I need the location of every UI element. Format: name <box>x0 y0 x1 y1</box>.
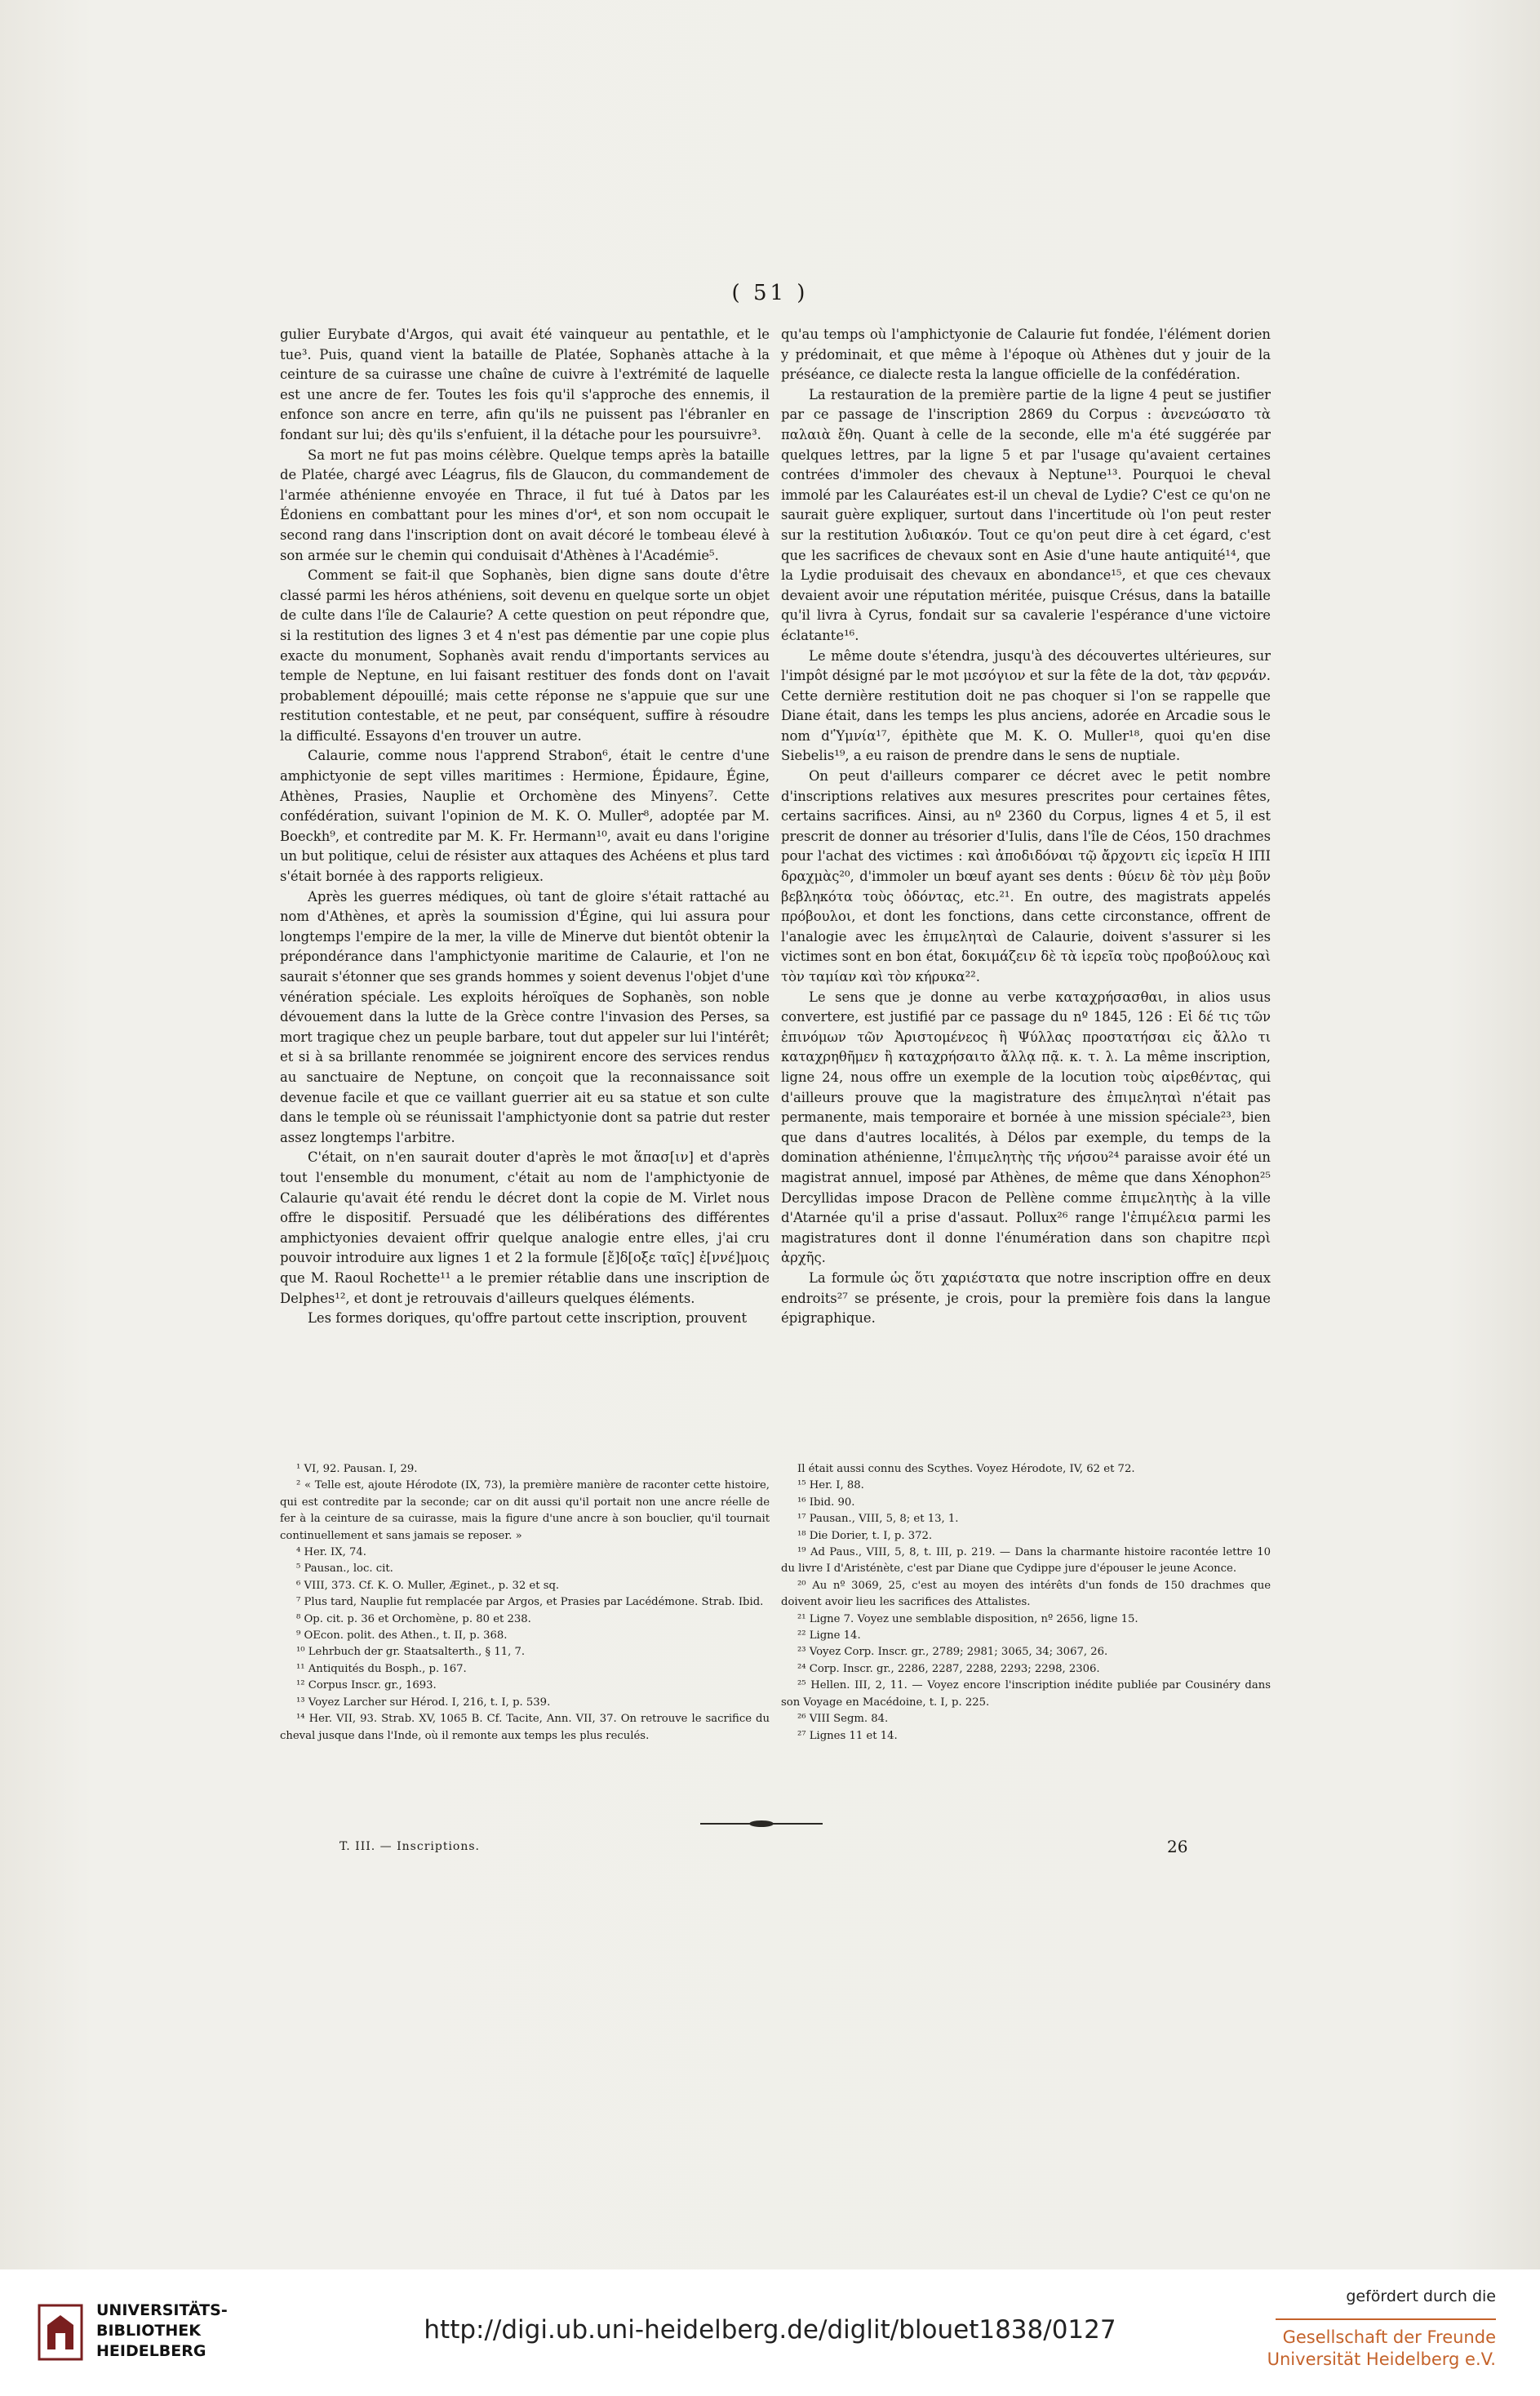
paragraph: Le sens que je donne au verbe καταχρήσασθαι, in alios usus convertere, est justifié par ce passage du nº 1845, 126 : Εἰ δέ τις τῶν ἐπινόμων τῶν Ἀριστομένεος ἢ Ψύλλας προστατήσαι εἰς ἄλλο τι καταχρηθῆμεν ἢ καταχρήσαιτο ἄλλᾳ πᾷ. κ. τ. λ. La même inscription, ligne 24, nous offre un exemple de la locution τοὺς αἱρεθέντας, qui d'ailleurs prouve que la magistrature des ἐπιμεληταὶ n'était pas permanente, mais temporaire et bornée à une mission spéciale²³, bien que dans d'autres localités, à Délos par exemple, du temps de la domination athénienne, l'ἐπιμελητὴς τῆς νήσου²⁴ paraisse avoir été un magistrat annuel, imposé par Athènes, de même que dans Xénophon²⁵ Dercyllidas impose Dracon de Pellène comme ἐπιμελητὴς à la ville d'Atarnée qu'il a prise d'assaut. Pollux²⁶ range l'ἐπιμέλεια parmi les magistratures dont il donne l'énumération dans son chapitre περὶ ἀρχῆς. <box>781 989 1271 1266</box>
footnote: ¹⁹ Ad Paus., VIII, 5, 8, t. III, p. 219. — Dans la charmante histoire racontée lettre 10 du livre I d'Aristénète, c'est par Diane que Cydippe jure d'épouser le jeune Aconce. <box>781 1546 1271 1576</box>
sponsor-divider <box>1276 2318 1496 2320</box>
paragraph: C'était, on n'en saurait douter d'après le mot ἅπασ[ιν] et d'après tout l'ensemble du monument, c'était au nom de l'amphictyonie de Calaurie qu'avait été rendu le décret dont la copie de M. Virlet nous offre le dispositif. Persuadé que les délibérations des différentes amphictyonies devaient offrir quelque analogie entre elles, j'ai cru pouvoir introduire aux lignes 1 et 2 la formule [ἔ]δ[οξε ταῖς] ἐ[ννέ]μοις que M. Raoul Rochette¹¹ a le premier rétablie dans une inscription de Delphes¹², et dont je retrouvais d'ailleurs quelques éléments. <box>280 1149 770 1306</box>
library-name-line: BIBLIOTHEK <box>96 2322 201 2340</box>
paragraph: gulier Eurybate d'Argos, qui avait été vainqueur au pentathle, et le tue³. Puis, quand vient la bataille de Platée, Sophanès attache à la ceinture de sa cuirasse une chaîne de cuivre à l'extrémité de laquelle est une ancre de fer. Toutes les fois qu'il s'approche des ennemis, il enfonce son ancre en terre, afin qu'ils ne puissent pas l'ébranler en fondant sur lui; dès qu'ils s'enfuient, il la détache pour les poursuivre³. <box>280 327 770 442</box>
footnote: ¹¹ Antiquités du Bosph., p. 167. <box>296 1662 467 1675</box>
right-footnotes <box>781 1461 1271 1745</box>
footnote: ²¹ Ligne 7. Voyez une semblable disposition, nº 2656, ligne 15. <box>797 1612 1138 1625</box>
footnote: ¹⁴ Her. VII, 93. Strab. XV, 1065 B. Cf. Tacite, Ann. VII, 37. On retrouve le sacrifice du cheval jusque dans l'Inde, où il remonte aux temps les plus reculés. <box>280 1713 770 1742</box>
paragraph: On peut d'ailleurs comparer ce décret avec le petit nombre d'inscriptions relatives aux mesures prescrites pour certaines fêtes, certains sacrifices. Ainsi, au nº 2360 du Corpus, lignes 4 et 5, il est prescrit de donner au trésorier d'Iulis, dans l'île de Céos, 150 drachmes pour l'achat des victimes : καὶ ἀποδιδόναι τῷ ἄρχοντι εἰς ἱερεῖα Η ΙΠΙ δραχμὰς²⁰, d'immoler un bœuf ayant ses dents : θύειν δὲ τὸν μὲμ βοῦν βεβληκότα τοὺς ὀδόντας, etc.²¹. En outre, des magistrats appelés πρόβουλοι, et dont les fonctions, dans cette circonstance, offrent de l'analogie avec les ἐπιμεληταὶ de Calaurie, doivent s'assurer si les victimes sont en bon état, δοκιμάζειν δὲ τὰ ἱερεῖα τοὺς προβούλους καὶ τὸν ταμίαν καὶ τὸν κήρυκα²². <box>781 768 1271 985</box>
footnote: Il était aussi connu des Scythes. Voyez Hérodote, IV, 62 et 72. <box>797 1463 1135 1475</box>
footnote: ²⁴ Corp. Inscr. gr., 2286, 2287, 2288, 2293; 2298, 2306. <box>797 1662 1100 1675</box>
library-name-line: HEIDELBERG <box>96 2342 206 2360</box>
paragraph: Sa mort ne fut pas moins célèbre. Quelque temps après la bataille de Platée, chargé avec Léagrus, fils de Glaucon, du commandement de l'armée athénienne envoyée en Thrace, il fut tué à Datos par les Édoniens en combattant pour les mines d'or⁴, et son nom occupait le second rang dans l'inscription dont on avait décoré le tombeau élevé à son armée sur le chemin qui conduisait d'Athènes à l'Académie⁵. <box>280 447 770 563</box>
footnote: ²² Ligne 14. <box>797 1629 861 1643</box>
footnote: ⁶ VIII, 373. Cf. K. O. Muller, Æginet., p. 32 et sq. <box>296 1579 560 1592</box>
footnote: ⁹ OEcon. polit. des Athen., t. II, p. 368. <box>296 1629 508 1643</box>
permalink-url[interactable]: http://digi.ub.uni-heidelberg.de/diglit/blouet1838/0127 <box>424 2315 1116 2345</box>
paragraph: Comment se fait-il que Sophanès, bien digne sans doute d'être classé parmi les héros athéniens, soit devenu en quelque sorte un objet de culte dans l'île de Calaurie? A cette question on peut répondre que, si la restitution des lignes 3 et 4 n'est pas démentie par une copie plus exacte du monument, Sophanès avait rendu d'importants services au temple de Neptune, en lui faisant restituer des fonds dont on l'avait probablement dépouillé; mais cette réponse ne s'appuie que sur une restitution contestable, et ne peut, par conséquent, suffire à résoudre la difficulté. Essayons d'en trouver un autre. <box>280 567 770 744</box>
ornament-divider <box>700 1823 823 1825</box>
footnote: ⁵ Pausan., loc. cit. <box>296 1563 393 1576</box>
paragraph: qu'au temps où l'amphictyonie de Calaurie fut fondée, l'élément dorien y prédominait, et que même à l'époque où Athènes dut y jouir de la préséance, ce dialecte resta la langue officielle de la confédération. <box>781 327 1271 383</box>
paragraph: La formule ὡς ὅτι χαριέστατα que notre inscription offre en deux endroits²⁷ se présente, je crois, pour la première fois dans la langue épigraphique. <box>781 1269 1271 1327</box>
footnote: ¹⁰ Lehrbuch der gr. Staatsalterth., § 11, 7. <box>296 1646 526 1659</box>
page-number: ( 51 ) <box>731 281 809 305</box>
left-footnotes <box>280 1461 770 1745</box>
footnote: ²⁶ VIII Segm. 84. <box>797 1713 889 1726</box>
paragraph: Les formes doriques, qu'offre partout cette inscription, prouvent <box>308 1310 748 1327</box>
footnote: ¹⁷ Pausan., VIII, 5, 8; et 13, 1. <box>797 1513 959 1526</box>
footnote: ²⁰ Au nº 3069, 25, c'est au moyen des intérêts d'un fonds de 150 drachmes que doivent avoir lieu les sacrifices des Attalistes. <box>781 1579 1271 1609</box>
left-text-column <box>280 325 770 1329</box>
footnote: ⁸ Op. cit. p. 36 et Orchomène, p. 80 et 238. <box>296 1612 531 1625</box>
paragraph: Le même doute s'étendra, jusqu'à des découvertes ultérieures, sur l'impôt désigné par le mot μεσόγιον et sur la fête de la dot, τὰν φερνάν. Cette dernière restitution doit ne pas choquer si l'on se rappelle que Diane était, dans les temps les plus anciens, adorée en Arcadie sous le nom d'Ὑμνία¹⁷, épithète que M. K. O. Muller¹⁸, quoi qu'en dise Siebelis¹⁹, a eu raison de prendre dans le sens de nuptiale. <box>781 647 1271 764</box>
footnote: ⁴ Her. IX, 74. <box>296 1546 366 1559</box>
footnote: ¹² Corpus Inscr. gr., 1693. <box>296 1679 437 1692</box>
footnote: ¹ VI, 92. Pausan. I, 29. <box>296 1463 418 1475</box>
footnote: ⁷ Plus tard, Nauplie fut remplacée par Argos, et Prasies par Lacédémone. Strab. Ibid. <box>296 1596 764 1609</box>
footnote: ²⁷ Lignes 11 et 14. <box>797 1729 898 1742</box>
viewer-footer <box>0 2269 1540 2396</box>
footnote: ²³ Voyez Corp. Inscr. gr., 2789; 2981; 3065, 34; 3067, 26. <box>797 1646 1108 1659</box>
sponsor-label: gefördert durch die <box>1346 2287 1496 2305</box>
footnote: ²⁵ Hellen. III, 2, 11. — Voyez encore l'inscription inédite publiée par Cousinéry dans son Voyage en Macédoine, t. I, p. 225. <box>781 1679 1271 1709</box>
footnote: ¹³ Voyez Larcher sur Hérod. I, 216, t. I, p. 539. <box>296 1696 551 1709</box>
footnote: ¹⁶ Ibid. 90. <box>797 1496 855 1509</box>
paragraph: Après les guerres médiques, où tant de gloire s'était rattaché au nom d'Athènes, et après la soumission d'Égine, qui lui assura pour longtemps l'empire de la mer, la ville de Minerve dut bientôt obtenir la prépondérance dans l'amphictyonie maritime de Calaurie, et l'on ne saurait s'étonner que ses grands hommes y soient devenus l'objet d'une vénération spéciale. Les exploits héroïques de Sophanès, son noble dévouement dans la lutte de la Grèce contre l'invasion des Perses, sa mort tragique chez un peuple barbare, tout dut appeler sur lui l'intérêt; et si à sa brillante renommée se joignirent encore des services rendus au sanctuaire de Neptune, on conçoit que la reconnaissance soit devenue facile et que ce vaillant guerrier ait eu sa statue et son culte dans le temple où se réunissait l'amphictyonie dont sa patrie dut rester assez longtemps l'arbitre. <box>280 888 770 1145</box>
printer-signature: T. III. — Inscriptions. <box>340 1840 481 1853</box>
paragraph: La restauration de la première partie de la ligne 4 peut se justifier par ce passage de l'inscription 2869 du Corpus : ἀνενεώσατο τὰ παλαιὰ ἔθη. Quant à celle de la seconde, elle m'a été suggérée par quelques lettres, par la ligne 5 et par l'usage qu'avaient certaines contrées d'immoler des chevaux à Neptune¹³. Pourquoi le cheval immolé par les Calauréates est-il un cheval de Lydie? C'est ce qu'on ne saurait guère expliquer, surtout dans l'incertitude où l'on peut rester sur la restitution λυδιακόν. Tout ce qu'on peut dire à cet égard, c'est que les sacrifices de chevaux sont en Asie d'une haute antiquité¹⁴, que la Lydie produisait des chevaux en abondance¹⁵, et que ces chevaux devaient avoir une réputation méritée, puisque Crésus, dans la bataille qu'il livra à Cyrus, fondait sur sa cavalerie l'espérance d'une victoire éclatante¹⁶. <box>781 386 1271 643</box>
library-name-line: UNIVERSITÄTS- <box>96 2301 228 2319</box>
right-text-column <box>781 325 1271 1329</box>
sheet-number: 26 <box>1167 1837 1188 1856</box>
sponsor-name-line: Universität Heidelberg e.V. <box>1267 2349 1496 2369</box>
footnote: ² « Telle est, ajoute Hérodote (IX, 73), la première manière de raconter cette histoire, qui est contredite par la seconde; car on dit aussi qu'il portait non une ancre réelle de fer à la ceinture de sa cuirasse, mais la figure d'une ancre à son bouclier, qu'il tournait continuellement et sans jamais se reposer. » <box>280 1479 770 1542</box>
paragraph: Calaurie, comme nous l'apprend Strabon⁶, était le centre d'une amphictyonie de sept villes maritimes : Hermione, Épidaure, Égine, Athènes, Prasies, Nauplie et Orchomène des Minyens⁷. Cette confédération, suivant l'opinion de M. K. O. Muller⁸, adoptée par M. Boeckh⁹, et contredite par M. K. Fr. Hermann¹⁰, avait eu dans l'origine un but politique, celui de résister aux attaques des Achéens et plus tard s'était bornée à des rapports religieux. <box>280 748 770 885</box>
footnote: ¹⁵ Her. I, 88. <box>797 1479 864 1492</box>
sponsor-name-line: Gesellschaft der Freunde <box>1282 2327 1496 2347</box>
footnote: ¹⁸ Die Dorier, t. I, p. 372. <box>797 1529 933 1542</box>
sponsor-name <box>1267 2327 1496 2371</box>
